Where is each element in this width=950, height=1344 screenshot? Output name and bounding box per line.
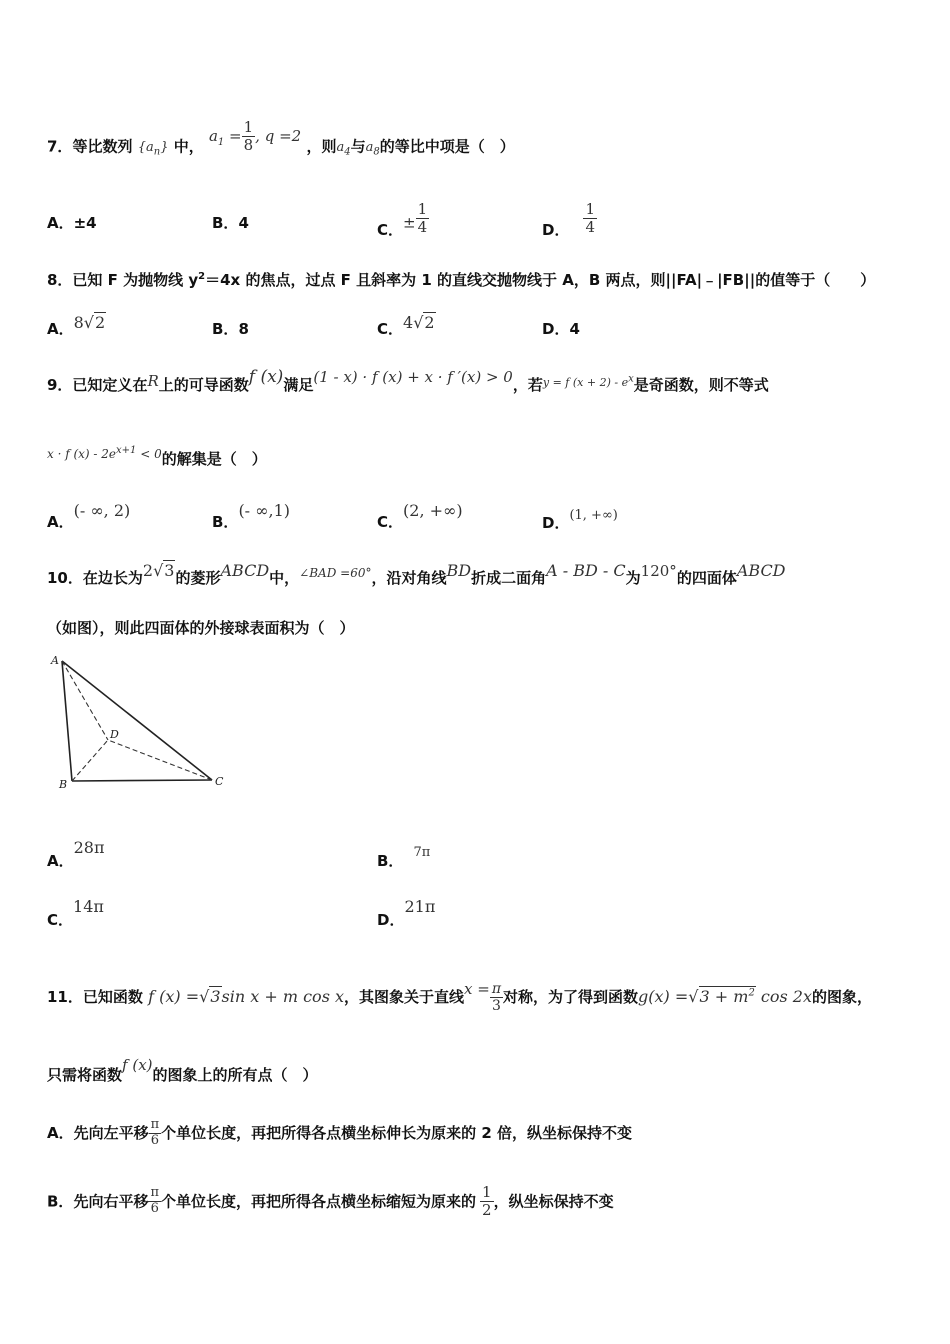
q10-stem-line2: （如图），则此四面体的外接球表面积为（ ） xyxy=(47,619,355,637)
q9-stem-line1: 9．已知定义在R上的可导函数f (x)满足(1 - x) · f (x) + x · f ′(x) > 0，若$^{y = f (x + 2) - e^x}$是奇函数，则不等式 xyxy=(47,367,769,394)
label-d: D xyxy=(110,728,119,741)
q10-option-d[interactable]: D．21π xyxy=(377,897,436,929)
q9-option-b[interactable]: B．(- ∞,1) xyxy=(212,501,291,531)
edge-cd xyxy=(108,740,212,780)
label-b: B xyxy=(59,778,68,791)
edge-ab xyxy=(62,661,72,781)
q9-option-d[interactable]: D．(1, +∞) xyxy=(542,508,618,532)
q8-option-d[interactable]: D．4 xyxy=(542,320,580,338)
fraction-1-8: $\frac{1}{8}$ xyxy=(243,118,254,155)
label-c: C xyxy=(215,775,224,788)
q11-option-a[interactable]: A．先向左平移 $\frac{\pi}{6}$ 个单位长度，再把所得各点横坐标伸长为原来的 2 倍，纵坐标保持不变 xyxy=(47,1117,633,1148)
q8-stem: 8．已知 F 为抛物线 $y^2=4x$ 的焦点，过点 F 且斜率为 1 的直线交抛物线于 A，B 两点，则||FA|﹣|FB||的值等于（ ） xyxy=(47,271,876,289)
q10-option-b[interactable]: B． 7π xyxy=(377,845,431,870)
q11-stem-line1: 11．已知函数 f (x) =√3sin x + m cos x，其图象关于直线x = $\frac{\pi}{3}$ 对称，为了得到函数$g(x) =√3 + m^2$ cos 2x的图象， xyxy=(47,980,873,1015)
q7-option-b[interactable]: B．4 xyxy=(212,214,249,232)
q9-option-c[interactable]: C．(2, +∞) xyxy=(377,501,463,531)
q9-option-a[interactable]: A．(- ∞, 2) xyxy=(47,501,131,531)
q8-option-c[interactable]: C．4√2 xyxy=(377,313,435,338)
q11-stem-line2: 只需将函数f (x)的图象上的所有点（ ） xyxy=(47,1056,318,1084)
q8-option-b[interactable]: B．8 xyxy=(212,320,249,338)
a1-expr: $a_1$ = xyxy=(208,127,242,149)
edge-ac xyxy=(62,661,212,780)
edge-ad xyxy=(62,661,108,740)
seq-an: $\{a_n\}$ xyxy=(137,140,169,158)
q9-stem-line2: $^{x \cdot f (x) - 2e^{x+1} < 0}$的解集是（ ） xyxy=(47,445,267,468)
q11-option-b[interactable]: B．先向右平移 $\frac{\pi}{6}$ 个单位长度，再把所得各点横坐标缩短为原来的 $\frac{1}{2}$ ，纵坐标保持不变 xyxy=(47,1183,614,1220)
label-a: A xyxy=(51,654,59,667)
q7-stem: 7．等比数列 $\{a_n\}$ 中， $a_1$ = $\frac{1}{8}$ , q =2 ，则$a_4$与$a_8$的等比中项是（ ） xyxy=(47,118,515,158)
q7-option-a[interactable]: A．±4 xyxy=(47,214,97,232)
tetrahedron-figure xyxy=(45,652,235,792)
q7-option-d[interactable]: D． $\frac{1}{4}$ xyxy=(542,200,595,240)
edge-bc xyxy=(72,780,212,781)
q10-option-c[interactable]: C．14π xyxy=(47,897,104,929)
q10-option-a[interactable]: A．28π xyxy=(47,838,105,870)
edge-bd xyxy=(72,740,108,781)
q8-option-a[interactable]: A．8√2 xyxy=(47,313,106,338)
q10-stem-line1: 10．在边长为2√3的菱形ABCD中，$^{\angle BAD =60^\circ}$，沿对角线BD折成二面角A - BD - C为120°的四面体ABCD xyxy=(47,561,786,587)
q7-option-c[interactable]: C．± $\frac{1}{4}$ xyxy=(377,200,428,240)
